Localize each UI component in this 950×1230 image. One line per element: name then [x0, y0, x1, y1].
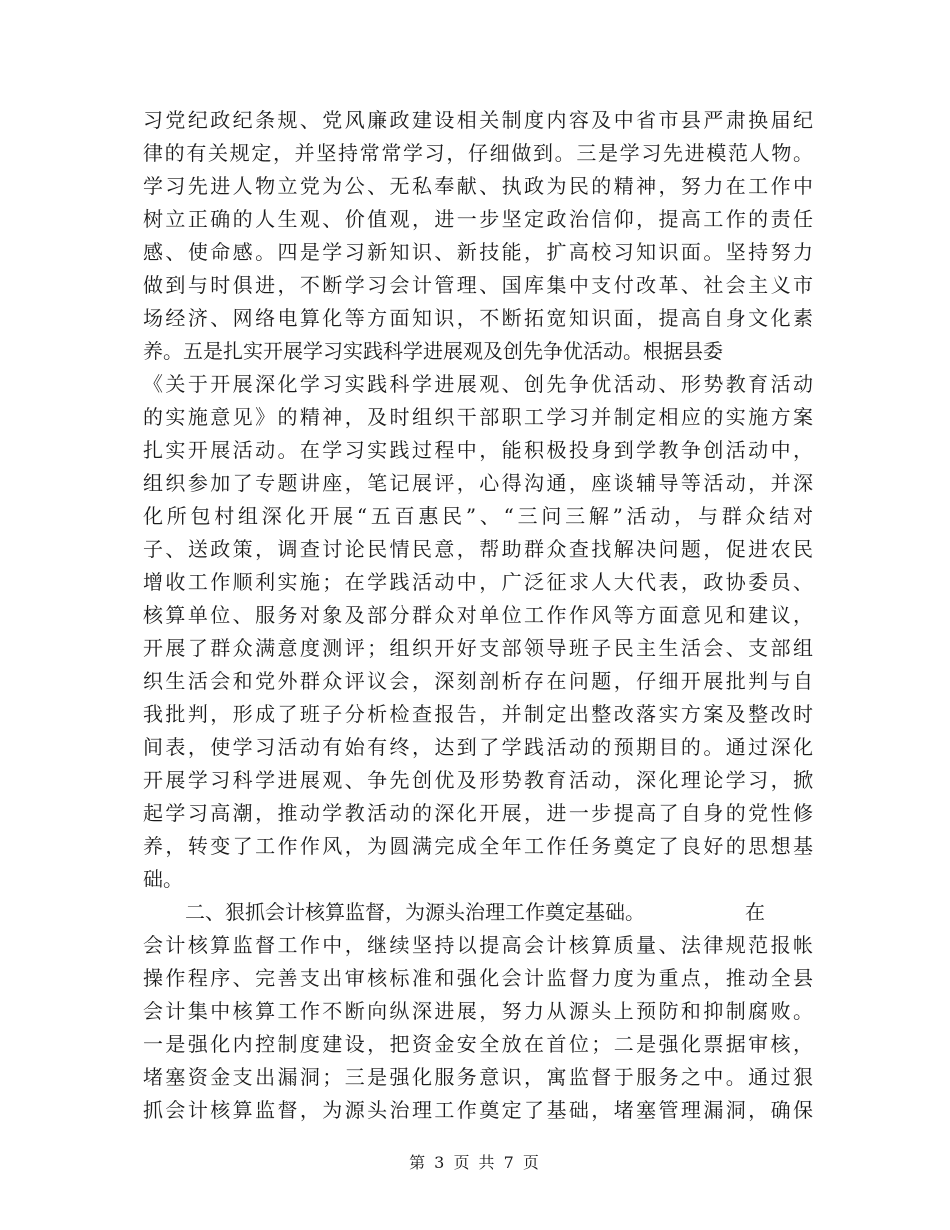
text-line: 会计核算监督工作中，继续坚持以提高会计核算质量、法律规范报帐 [143, 933, 813, 957]
heading-tail: 在 [745, 900, 765, 924]
text-line: 间表，使学习活动有始有终，达到了学践活动的预期目的。通过深化 [143, 735, 813, 759]
text-line: 树立正确的人生观、价值观，进一步坚定政治信仰，提高工作的责任 [143, 207, 813, 231]
body-text [143, 104, 813, 1127]
text-line: 开展了群众满意度测评；组织开好支部领导班子民主生活会、支部组 [143, 636, 813, 660]
text-line: 一是强化内控制度建设，把资金安全放在首位；二是强化票据审核， [143, 1032, 813, 1056]
text-line: 的实施意见》的精神，及时组织干部职工学习并制定相应的实施方案 [143, 405, 813, 429]
paragraph-2 [143, 896, 813, 1127]
text-line: 养，转变了工作作风，为圆满完成全年工作任务奠定了良好的思想基 [143, 834, 813, 858]
text-line: 织生活会和党外群众评议会，深刻剖析存在问题，仔细开展批判与自 [143, 669, 813, 693]
text-line: 学习先进人物立党为公、无私奉献、执政为民的精神，努力在工作中 [143, 174, 813, 198]
text-line: 化所包村组深化开展“五百惠民”、“三问三解”活动，与群众结对 [143, 504, 813, 528]
text-line: 律的有关规定，并坚持常常学习，仔细做到。三是学习先进模范人物。 [143, 141, 813, 165]
text-line: 子、送政策，调查讨论民情民意，帮助群众查找解决问题，促进农民 [143, 537, 813, 561]
page-footer: 第 3 页 共 7 页 [409, 1153, 541, 1172]
text-line: 会计集中核算工作不断向纵深进展，努力从源头上预防和抑制腐败。 [143, 999, 813, 1023]
text-line: 础。 [143, 867, 183, 891]
section-heading: 二、狠抓会计核算监督，为源头治理工作奠定基础。 [185, 900, 645, 924]
text-line: 增收工作顺利实施；在学践活动中，广泛征求人大代表，政协委员、 [143, 570, 813, 594]
text-line: 扎实开展活动。在学习实践过程中，能积极投身到学教争创活动中， [143, 438, 813, 462]
paragraph-1 [143, 104, 813, 896]
text-line: 组织参加了专题讲座，笔记展评，心得沟通，座谈辅导等活动，并深 [143, 471, 813, 495]
text-line: 习党纪政纪条规、党风廉政建设相关制度内容及中省市县严肃换届纪 [143, 108, 813, 132]
text-line: 起学习高潮，推动学教活动的深化开展，进一步提高了自身的党性修 [143, 801, 813, 825]
text-line: 我批判，形成了班子分析检查报告，并制定出整改落实方案及整改时 [143, 702, 813, 726]
text-line: 养。五是扎实开展学习实践科学进展观及创先争优活动。根据县委 [143, 339, 723, 363]
text-line: 操作程序、完善支出审核标准和强化会计监督力度为重点，推动全县 [143, 966, 813, 990]
text-line: 堵塞资金支出漏洞；三是强化服务意识，寓监督于服务之中。通过狠 [143, 1065, 813, 1089]
text-line: 《关于开展深化学习实践科学进展观、创先争优活动、形势教育活动 [143, 372, 813, 396]
text-line: 做到与时俱进，不断学习会计管理、国库集中支付改革、社会主义市 [143, 273, 813, 297]
section-heading-line [143, 896, 813, 929]
text-line: 场经济、网络电算化等方面知识，不断拓宽知识面，提高自身文化素 [143, 306, 813, 330]
text-line: 开展学习科学进展观、争先创优及形势教育活动，深化理论学习，掀 [143, 768, 813, 792]
text-line: 抓会计核算监督，为源头治理工作奠定了基础，堵塞管理漏洞，确保 [143, 1098, 813, 1122]
text-line: 核算单位、服务对象及部分群众对单位工作作风等方面意见和建议， [143, 603, 813, 627]
text-line: 感、使命感。四是学习新知识、新技能，扩高校习知识面。坚持努力 [143, 240, 813, 264]
